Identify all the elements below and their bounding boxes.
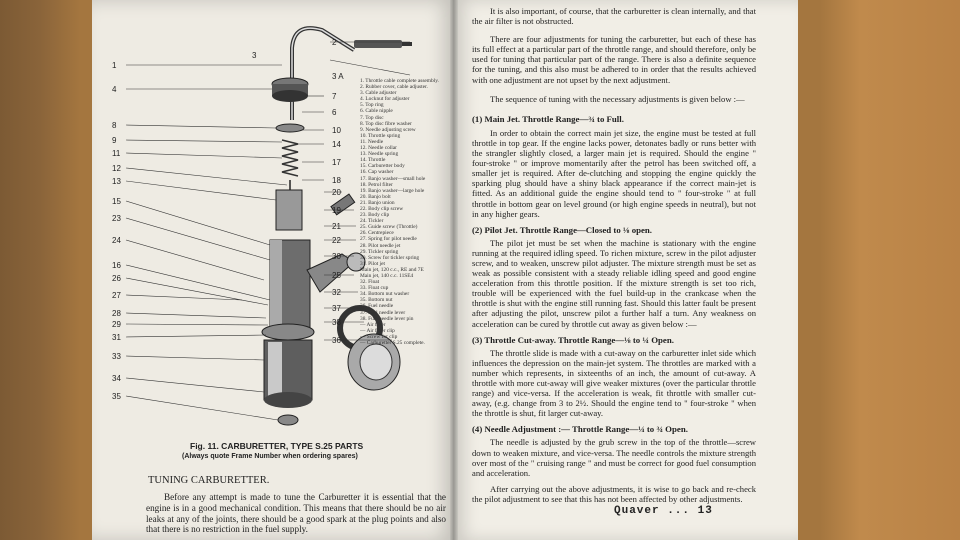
callout-21: 21 [332,222,341,231]
paragraph-pilot-jet: The pilot jet must be set when the machine is stationary with the engine running at the required idling speed. To richen mixture, screw in the pilot adjuster screw, and to weaken, unscrew pilot adjuster. The mixture strength must be set as weak as possible consistent with a steady reliable idling speed and good engine acceleration from this throttle position. If the mixture strength is set too rich, trouble will be experienced with the fuel build-up in the crankcase when the throttle is shut with the engine still running fast. Should this latter fault be present after adjusting the pilot, unscrew pilot a further half a turn. Any weakness on acceleration can be cured by throttle cut away as given below :— [472,237,756,329]
paragraph-intro: It is also important, of course, that the carburetter is clean internally, and that the air filter is not obstructed. [472,6,756,27]
parts-list-item: 8. Top disc fibre washer [360,120,412,127]
callout-10: 10 [332,126,341,135]
parts-list-item: 14. Throttle [360,157,386,164]
callout-19: 19 [332,206,341,215]
callout-30: 30 [332,252,341,261]
parts-list-item: 32. Float [360,279,380,286]
callout-3: 3 [252,51,257,60]
callout-3a: 3 A [332,72,344,81]
parts-list-item: Main jet, 140 c.c. 11SE4 [360,273,414,279]
heading-main-jet: (1) Main Jet. Throttle Range—¾ to Full. [472,113,624,124]
parts-list-item: — Air filter clip [360,327,395,334]
parts-list-item: 5. Top ring [360,102,384,109]
paragraph-adjustments: There are four adjustments for tuning the carburetter, but each of these has its full effect at a particular part of the throttle range, and should therefore, only be used for tuning that particular part of the range. There is also a definite sequence for the tuning, and this also must be adhered to in order that the results achieved with one adjustment are not upset by the next adjustment. [472,34,756,85]
paragraph-final: After carrying out the above adjustments, it is wise to go back and re-check the pilot adjustment to see that this has not been affected by other adjustments. [472,483,756,504]
parts-list [360,78,456,346]
callout-14: 14 [332,140,341,149]
figure-caption: Fig. 11. CARBURETTER, TYPE S.25 PARTS [190,441,364,451]
callout-4: 4 [112,85,117,94]
callout-18: 18 [332,176,341,185]
callout-12: 12 [112,164,121,173]
parts-list-item: 34. Bottom nut washer [360,291,410,298]
right-column [472,0,756,504]
heading-pilot-jet: (2) Pilot Jet. Throttle Range—Closed to ⅛ open. [472,224,652,235]
parts-list-item: 31. Pilot jet [360,260,386,267]
parts-list-item: 36. Fuel needle [360,303,394,310]
callout-11: 11 [112,149,121,158]
callout-15: 15 [112,197,121,206]
parts-list-item: — Screw for clip [360,333,398,340]
callout-7: 7 [332,92,337,101]
parts-list-item: 33. Float cup [360,285,389,292]
parts-list-item: 20. Banjo bolt [360,193,391,200]
throttle-spring-drawing [282,140,298,176]
callout-23: 23 [112,214,121,223]
parts-list-item: 11. Needle [360,138,384,145]
parts-list-item: 18. Petrol filter [360,181,393,188]
parts-list-item: 7. Top disc [360,114,384,121]
paragraph-throttle-cutaway: The throttle slide is made with a cut-away on the carburetter inlet side which influences the depression on the main-jet system. The throttles are marked with a number which represents, in sixteenths of an inch, the amount of cut-away. A throttle with more cut-away will give weaker mixtures (over the particular throttle range) and vice-versa. If the acceleration is weak, fit throttle with smaller cut-away, (e.g. change from 3 to 2½. Should the engine tend to " four-stroke " when the throttle is shut, fit larger cut-away. [472,347,756,419]
left-paragraph: Before any attempt is made to tune the Carburetter it is essential that the engine is in a good mechanical condition. This means that there should be no air leaks at any of the joints, there should be a good spark at the plug points and also that there is no restriction in the fuel supply. [146,492,446,535]
callout-17: 17 [332,158,341,167]
callout-28: 28 [112,309,121,318]
parts-list-item: 38. Fuel needle lever pin [360,315,414,322]
parts-list-item: 26. Centrepiece [360,230,394,237]
callout-31: 31 [112,333,121,342]
paragraph-sequence: The sequence of tuning with the necessary adjustments is given below :— [490,93,745,104]
parts-list-item: 13. Needle spring [360,151,399,158]
figure-subcaption: (Always quote Frame Number when ordering spares) [182,453,358,460]
heading-throttle-cutaway: (3) Throttle Cut-away. Throttle Range—⅛ to ¼ Open. [472,334,674,345]
callout-2: 2 [332,38,337,47]
callout-22: 22 [332,236,341,245]
callout-13: 13 [112,177,121,186]
callout-6: 6 [332,108,337,117]
paragraph-needle-adjustment: The needle is adjusted by the grub screw in the top of the throttle—screw down to weaken mixture, and vice-versa. The needle controls the mixture strength over most of the " cruising range " and must be correct for good fuel consumption and acceleration. [472,437,756,478]
callout-9: 9 [112,136,117,145]
parts-list-item: 1. Throttle cable complete assembly. [360,78,439,84]
page-number: Quaver ... 13 [614,505,713,517]
callout-32: 32 [332,288,341,297]
callout-24: 24 [112,236,121,245]
parts-list-item: 35. Bottom nut [360,297,393,304]
parts-list-item: 12. Needle collar [360,145,397,152]
parts-list-item: — Carburetter S.25 complete. [360,340,425,347]
callout-34: 34 [112,374,121,383]
paragraph-main-jet: In order to obtain the correct main jet size, the engine must be tested at full throttle in top gear. If the engine lacks power, detonates badly or runs better with the strangler slightly closed, a larger main jet is required. Should the engine " four-stroke " or improve momentarily after the petrol has been switched off, a smaller jet is required. After de-clutching and stopping the engine quickly the sparking plug should have a shiny black appearance if the correct main-jet is fitted. As an additional guide the engine should tend to " four-stroke " at full throttle in bottom gear on level ground (or high engine speeds in neutral), but not in any higher gears. [472,127,756,219]
parts-list-item: 4. Locknut for adjuster [360,96,410,103]
parts-list-item: 3. Cable adjuster [360,90,397,97]
parts-list-item: — Air filter [360,321,386,328]
callout-8: 8 [112,121,117,130]
callout-26: 26 [112,274,121,283]
bottom-nut-drawing [278,415,298,425]
parts-list-item: 6. Cable nipple [360,108,393,115]
callout-38: 38 [332,318,341,327]
parts-list-item: 16. Cap washer [360,169,394,176]
callout-29: 29 [112,320,121,329]
callout-27: 27 [112,291,121,300]
callout-33: 33 [112,352,121,361]
parts-list-item: 28. Pilot needle jet [360,242,401,249]
parts-list-item: 17. Banjo washer—small hole [360,175,426,182]
callout-37: 37 [332,304,341,313]
callout-36: 36 [332,336,341,345]
callout-35: 35 [112,392,121,401]
parts-list-item: 15. Carburetter body [360,163,405,170]
parts-list-item: 25. Guide screw (Throttle) [360,224,418,231]
callout-1: 1 [112,61,117,70]
callout-25: 25 [332,271,341,280]
parts-list-item: 24. Tickler [360,218,384,225]
parts-list-item: 19. Banjo washer—large hole [360,187,425,194]
throttle-slide-drawing [276,190,302,230]
parts-list-item: 37. Fuel needle lever [360,309,406,316]
callout-16: 16 [112,261,121,270]
callout-20: 20 [332,188,341,197]
parts-list-item: 22. Body clip screw [360,205,404,212]
parts-list-item: 27. Spring for pilot needle [360,236,417,243]
parts-list-item: 2. Rubber cover, cable adjuster. [360,84,428,91]
cable-adjuster-drawing [354,40,402,48]
parts-list-item: 29. Tickler spring [360,248,399,255]
heading-needle-adjustment: (4) Needle Adjustment :— Throttle Range—¼ to ¾ Open. [472,424,688,435]
parts-list-item: 21. Banjo union [360,199,395,206]
section-heading: TUNING CARBURETTER. [148,475,270,486]
parts-list-item: 30. Screw for tickler spring [360,254,420,261]
parts-list-item: 9. Needle adjusting screw [360,126,416,133]
parts-list-item: 23. Body clip [360,212,390,219]
parts-list-item: Main jet, 120 c.c., RE and 7E [360,266,424,273]
parts-list-item: 10. Throttle spring [360,132,401,139]
